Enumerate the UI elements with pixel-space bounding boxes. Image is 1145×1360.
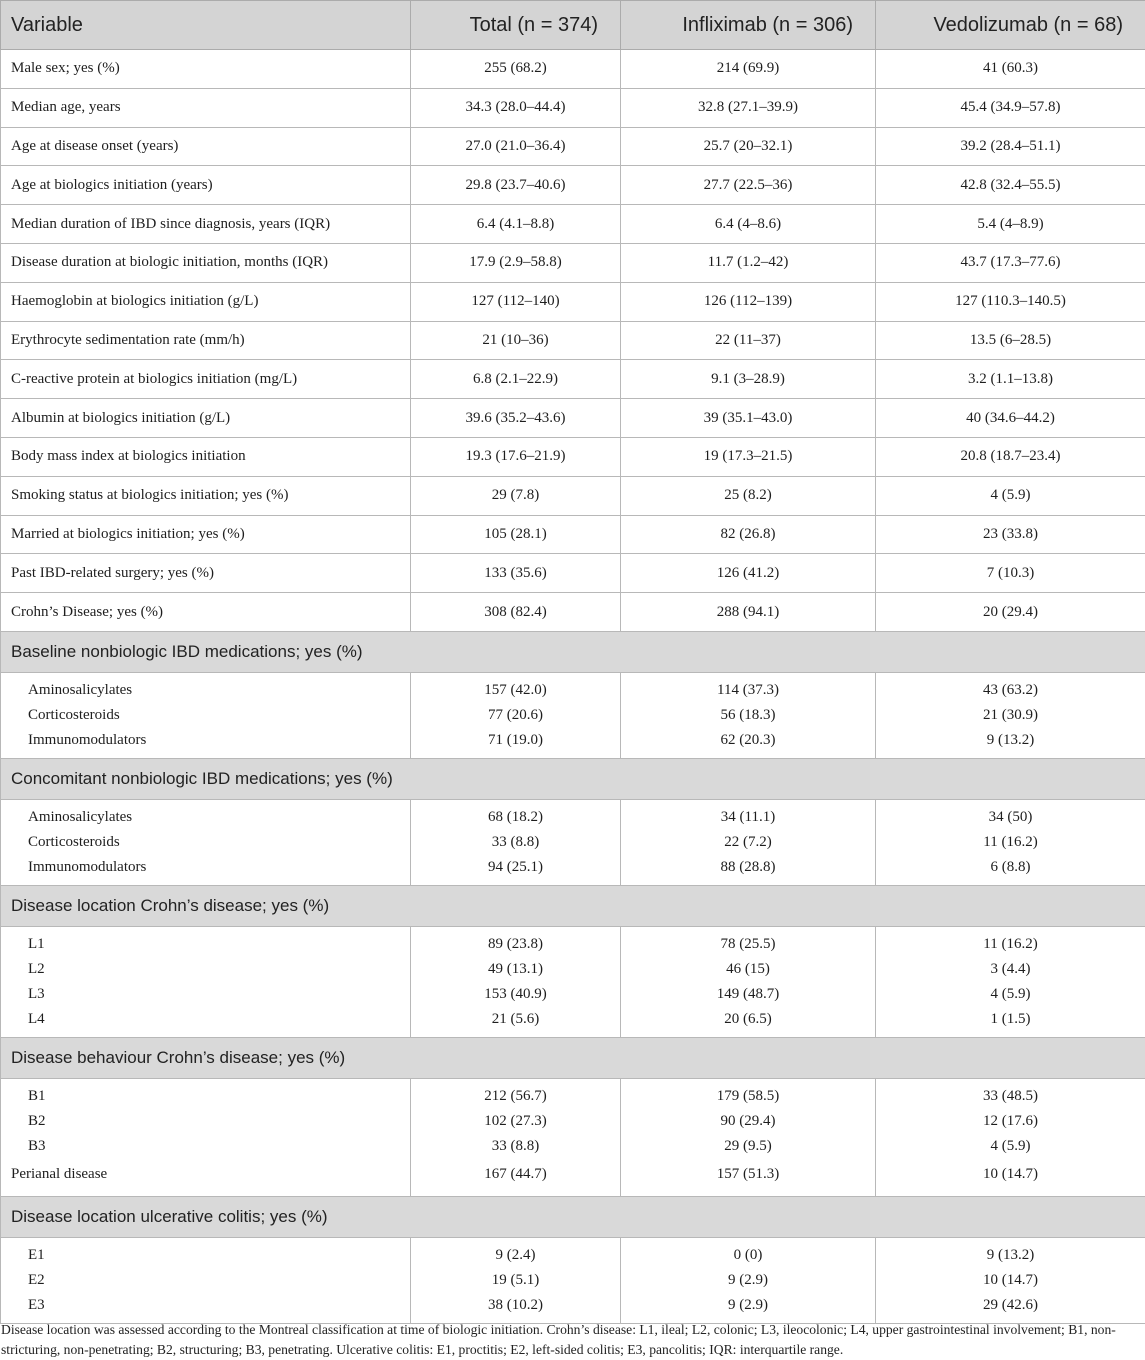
vedolizumab-value: 6 (8.8) [876, 855, 1145, 886]
infliximab-value: 11.7 (1.2–42) [621, 243, 876, 282]
header-infliximab: Infliximab (n = 306) [621, 1, 876, 50]
vedolizumab-value: 9 (13.2) [876, 1237, 1145, 1268]
vedolizumab-value: 10 (14.7) [876, 1159, 1145, 1197]
infliximab-value: 9.1 (3–28.9) [621, 360, 876, 399]
total-value: 105 (28.1) [411, 515, 621, 554]
infliximab-value: 288 (94.1) [621, 593, 876, 632]
section-row [1, 703, 1145, 728]
vedolizumab-value: 39.2 (28.4–51.1) [876, 127, 1145, 166]
table-header [1, 1, 1145, 50]
row-label: Smoking status at biologics initiation; yes (%) [1, 476, 411, 515]
row-label: Disease duration at biologic initiation, months (IQR) [1, 243, 411, 282]
infliximab-value: 9 (2.9) [621, 1293, 876, 1324]
row-label: E1 [1, 1237, 411, 1268]
section-title: Concomitant nonbiologic IBD medications; yes (%) [1, 758, 1145, 799]
row-label: Immunomodulators [1, 728, 411, 759]
infliximab-value: 126 (112–139) [621, 282, 876, 321]
infliximab-value: 29 (9.5) [621, 1134, 876, 1159]
row-label: Median age, years [1, 88, 411, 127]
infliximab-value: 27.7 (22.5–36) [621, 166, 876, 205]
table-row [1, 437, 1145, 476]
total-value: 49 (13.1) [411, 957, 621, 982]
vedolizumab-value: 13.5 (6–28.5) [876, 321, 1145, 360]
total-value: 102 (27.3) [411, 1109, 621, 1134]
section-row [1, 855, 1145, 886]
row-label: Aminosalicylates [1, 672, 411, 703]
infliximab-value: 6.4 (4–8.6) [621, 205, 876, 244]
row-label: Crohn’s Disease; yes (%) [1, 593, 411, 632]
row-label: B2 [1, 1109, 411, 1134]
row-label: L1 [1, 926, 411, 957]
row-label: Corticosteroids [1, 703, 411, 728]
total-value: 255 (68.2) [411, 50, 621, 89]
total-value: 71 (19.0) [411, 728, 621, 759]
total-value: 33 (8.8) [411, 1134, 621, 1159]
vedolizumab-value: 3.2 (1.1–13.8) [876, 360, 1145, 399]
total-value: 94 (25.1) [411, 855, 621, 886]
table-row [1, 243, 1145, 282]
vedolizumab-value: 42.8 (32.4–55.5) [876, 166, 1145, 205]
section-row [1, 728, 1145, 759]
table-row [1, 127, 1145, 166]
vedolizumab-value: 21 (30.9) [876, 703, 1145, 728]
vedolizumab-value: 3 (4.4) [876, 957, 1145, 982]
infliximab-value: 32.8 (27.1–39.9) [621, 88, 876, 127]
row-label: Married at biologics initiation; yes (%) [1, 515, 411, 554]
table-row [1, 205, 1145, 244]
table-row [1, 593, 1145, 632]
section-header-row [1, 631, 1145, 672]
infliximab-value: 56 (18.3) [621, 703, 876, 728]
infliximab-value: 62 (20.3) [621, 728, 876, 759]
row-label: Aminosalicylates [1, 799, 411, 830]
section-header-row [1, 758, 1145, 799]
table-row [1, 399, 1145, 438]
row-label: Body mass index at biologics initiation [1, 437, 411, 476]
total-value: 133 (35.6) [411, 554, 621, 593]
row-label: Perianal disease [1, 1159, 411, 1197]
row-label: L3 [1, 982, 411, 1007]
row-label: Past IBD-related surgery; yes (%) [1, 554, 411, 593]
table-row [1, 476, 1145, 515]
section-row [1, 1007, 1145, 1038]
total-value: 157 (42.0) [411, 672, 621, 703]
vedolizumab-value: 45.4 (34.9–57.8) [876, 88, 1145, 127]
section-row [1, 1109, 1145, 1134]
section-title: Disease location ulcerative colitis; yes (%) [1, 1196, 1145, 1237]
vedolizumab-value: 34 (50) [876, 799, 1145, 830]
table-row [1, 88, 1145, 127]
infliximab-value: 214 (69.9) [621, 50, 876, 89]
total-value: 68 (18.2) [411, 799, 621, 830]
header-vedolizumab: Vedolizumab (n = 68) [876, 1, 1145, 50]
row-label: E2 [1, 1268, 411, 1293]
total-value: 21 (10–36) [411, 321, 621, 360]
row-label: B3 [1, 1134, 411, 1159]
infliximab-value: 20 (6.5) [621, 1007, 876, 1038]
section-row [1, 1237, 1145, 1268]
section-row [1, 799, 1145, 830]
infliximab-value: 19 (17.3–21.5) [621, 437, 876, 476]
total-value: 77 (20.6) [411, 703, 621, 728]
section-title: Baseline nonbiologic IBD medications; yes (%) [1, 631, 1145, 672]
table-row [1, 321, 1145, 360]
vedolizumab-value: 127 (110.3–140.5) [876, 282, 1145, 321]
row-label: Immunomodulators [1, 855, 411, 886]
row-label: Age at disease onset (years) [1, 127, 411, 166]
vedolizumab-value: 41 (60.3) [876, 50, 1145, 89]
section-title: Disease location Crohn’s disease; yes (%) [1, 885, 1145, 926]
total-value: 34.3 (28.0–44.4) [411, 88, 621, 127]
total-value: 17.9 (2.9–58.8) [411, 243, 621, 282]
vedolizumab-value: 23 (33.8) [876, 515, 1145, 554]
infliximab-value: 82 (26.8) [621, 515, 876, 554]
section-row [1, 1293, 1145, 1324]
total-value: 33 (8.8) [411, 830, 621, 855]
infliximab-value: 9 (2.9) [621, 1268, 876, 1293]
row-label: E3 [1, 1293, 411, 1324]
vedolizumab-value: 4 (5.9) [876, 476, 1145, 515]
vedolizumab-value: 20 (29.4) [876, 593, 1145, 632]
section-title: Disease behaviour Crohn’s disease; yes (%) [1, 1037, 1145, 1078]
row-label: Albumin at biologics initiation (g/L) [1, 399, 411, 438]
vedolizumab-value: 4 (5.9) [876, 982, 1145, 1007]
infliximab-value: 25.7 (20–32.1) [621, 127, 876, 166]
section-row [1, 1268, 1145, 1293]
table-row [1, 360, 1145, 399]
vedolizumab-value: 12 (17.6) [876, 1109, 1145, 1134]
infliximab-value: 46 (15) [621, 957, 876, 982]
table-row [1, 166, 1145, 205]
table-row [1, 554, 1145, 593]
section-row [1, 1134, 1145, 1159]
vedolizumab-value: 29 (42.6) [876, 1293, 1145, 1324]
row-label: L4 [1, 1007, 411, 1038]
total-value: 308 (82.4) [411, 593, 621, 632]
total-value: 39.6 (35.2–43.6) [411, 399, 621, 438]
section-row [1, 830, 1145, 855]
vedolizumab-value: 11 (16.2) [876, 926, 1145, 957]
row-label: Corticosteroids [1, 830, 411, 855]
total-value: 127 (112–140) [411, 282, 621, 321]
vedolizumab-value: 9 (13.2) [876, 728, 1145, 759]
vedolizumab-value: 4 (5.9) [876, 1134, 1145, 1159]
table-row [1, 282, 1145, 321]
infliximab-value: 126 (41.2) [621, 554, 876, 593]
header-variable: Variable [1, 1, 411, 50]
table-row [1, 515, 1145, 554]
infliximab-value: 88 (28.8) [621, 855, 876, 886]
row-label: Erythrocyte sedimentation rate (mm/h) [1, 321, 411, 360]
section-header-row [1, 885, 1145, 926]
table-footnote: Disease location was assessed according to the Montreal classification at time of biologic initiation. Crohn’s disease: L1, ileal; L2, colonic; L3, ileocolonic; L4, upper gastrointestinal involvement; B1, non-stricturing, non-penetrating; B2, structuring; B3, penetrating. Ulcerative colitis: E1, proctitis; E2, left-sided colitis; E3, pancolitis; IQR: interquartile range. [1, 1322, 1116, 1357]
vedolizumab-value: 40 (34.6–44.2) [876, 399, 1145, 438]
table-row [1, 50, 1145, 89]
row-label: Age at biologics initiation (years) [1, 166, 411, 205]
vedolizumab-value: 20.8 (18.7–23.4) [876, 437, 1145, 476]
section-row [1, 957, 1145, 982]
total-value: 29 (7.8) [411, 476, 621, 515]
total-value: 167 (44.7) [411, 1159, 621, 1197]
total-value: 19.3 (17.6–21.9) [411, 437, 621, 476]
total-value: 27.0 (21.0–36.4) [411, 127, 621, 166]
total-value: 19 (5.1) [411, 1268, 621, 1293]
table-body [1, 50, 1145, 1324]
infliximab-value: 39 (35.1–43.0) [621, 399, 876, 438]
total-value: 21 (5.6) [411, 1007, 621, 1038]
total-value: 29.8 (23.7–40.6) [411, 166, 621, 205]
total-value: 6.8 (2.1–22.9) [411, 360, 621, 399]
total-value: 6.4 (4.1–8.8) [411, 205, 621, 244]
total-value: 212 (56.7) [411, 1078, 621, 1109]
section-row [1, 982, 1145, 1007]
header-row [1, 1, 1145, 50]
infliximab-value: 0 (0) [621, 1237, 876, 1268]
row-label: Median duration of IBD since diagnosis, years (IQR) [1, 205, 411, 244]
vedolizumab-value: 11 (16.2) [876, 830, 1145, 855]
section-header-row [1, 1196, 1145, 1237]
infliximab-value: 22 (11–37) [621, 321, 876, 360]
total-value: 9 (2.4) [411, 1237, 621, 1268]
total-value: 89 (23.8) [411, 926, 621, 957]
infliximab-value: 25 (8.2) [621, 476, 876, 515]
vedolizumab-value: 1 (1.5) [876, 1007, 1145, 1038]
row-label: C-reactive protein at biologics initiation (mg/L) [1, 360, 411, 399]
infliximab-value: 179 (58.5) [621, 1078, 876, 1109]
header-total: Total (n = 374) [411, 1, 621, 50]
total-value: 38 (10.2) [411, 1293, 621, 1324]
section-row [1, 1078, 1145, 1109]
row-label: Male sex; yes (%) [1, 50, 411, 89]
row-label: L2 [1, 957, 411, 982]
row-label: Haemoglobin at biologics initiation (g/L) [1, 282, 411, 321]
vedolizumab-value: 43 (63.2) [876, 672, 1145, 703]
section-row [1, 926, 1145, 957]
vedolizumab-value: 33 (48.5) [876, 1078, 1145, 1109]
infliximab-value: 157 (51.3) [621, 1159, 876, 1197]
section-header-row [1, 1037, 1145, 1078]
vedolizumab-value: 5.4 (4–8.9) [876, 205, 1145, 244]
vedolizumab-value: 43.7 (17.3–77.6) [876, 243, 1145, 282]
section-row [1, 1159, 1145, 1197]
total-value: 153 (40.9) [411, 982, 621, 1007]
infliximab-value: 114 (37.3) [621, 672, 876, 703]
vedolizumab-value: 10 (14.7) [876, 1268, 1145, 1293]
infliximab-value: 22 (7.2) [621, 830, 876, 855]
section-row [1, 672, 1145, 703]
row-label: B1 [1, 1078, 411, 1109]
infliximab-value: 34 (11.1) [621, 799, 876, 830]
infliximab-value: 78 (25.5) [621, 926, 876, 957]
infliximab-value: 149 (48.7) [621, 982, 876, 1007]
vedolizumab-value: 7 (10.3) [876, 554, 1145, 593]
infliximab-value: 90 (29.4) [621, 1109, 876, 1134]
